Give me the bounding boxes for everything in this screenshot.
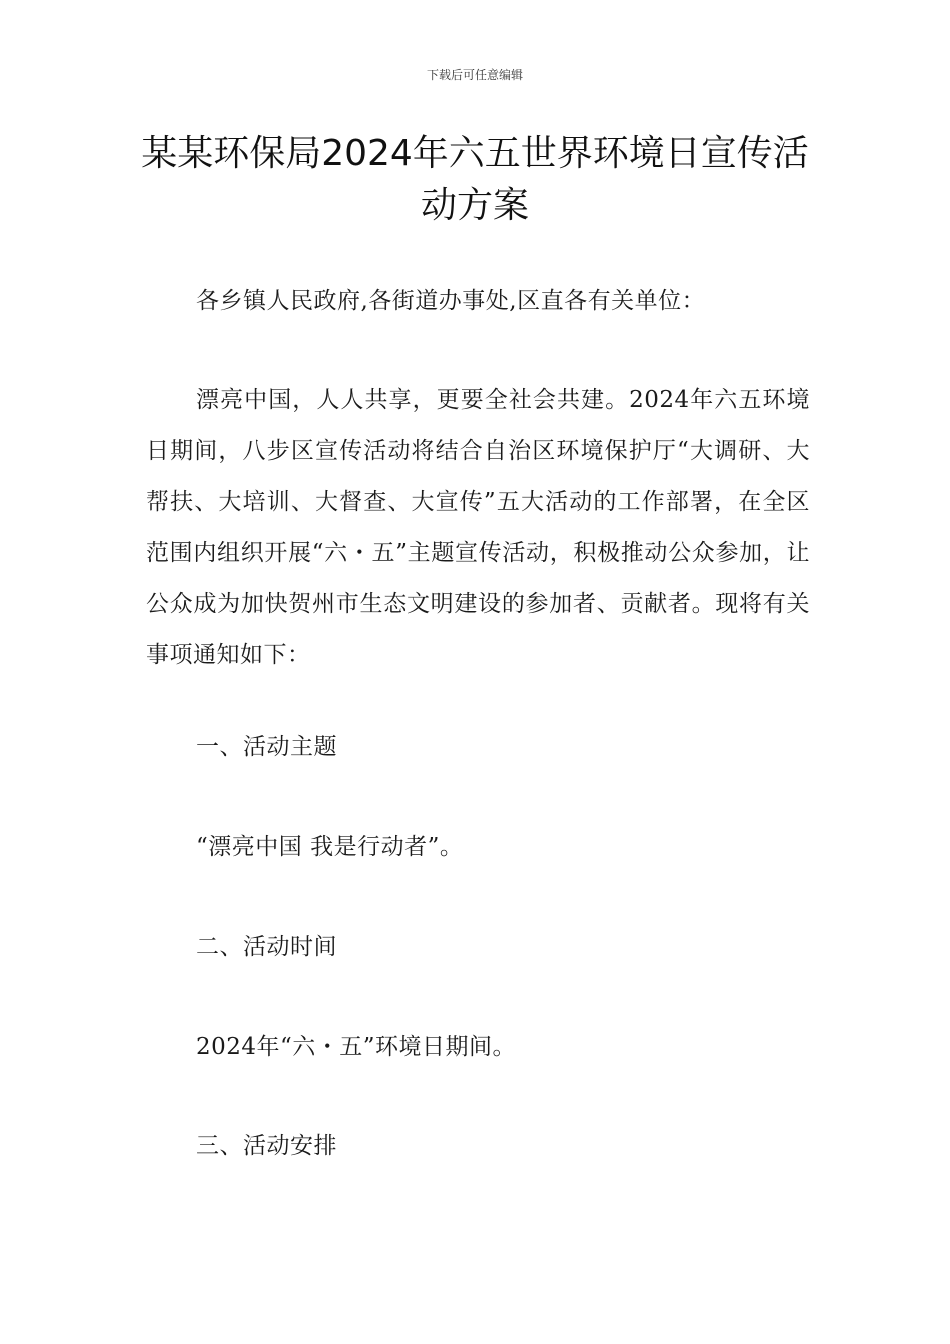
section-content-theme: “漂亮中国 我是行动者”。 <box>196 834 464 860</box>
section-heading-theme: 一、活动主题 <box>196 734 337 760</box>
section-heading-arrangement: 三、活动安排 <box>196 1133 337 1159</box>
salutation: 各乡镇人民政府,各街道办事处,区直各有关单位： <box>196 288 706 314</box>
intro-paragraph: 漂亮中国，人人共享，更要全社会共建。2024年六五环境日期间，八步区宣传活动将结合自治区环境保护厅“大调研、大帮扶、大培训、大督查、大宣传”五大活动的工作部署，在全区范围内组织开展“六・五”主题宣传活动，积极推动公众参加，让公众成为加快贺州市生态文明建设的参加者、贡献者。现将有关事项通知如下： <box>146 387 810 668</box>
document-title: 某某环保局2024年六五世界环境日宣传活动方案 <box>141 133 809 226</box>
section-content-time: 2024年“六・五”环境日期间。 <box>196 1034 517 1060</box>
header-note: 下载后可任意编辑 <box>426 68 523 82</box>
section-heading-time: 二、活动时间 <box>196 934 337 960</box>
